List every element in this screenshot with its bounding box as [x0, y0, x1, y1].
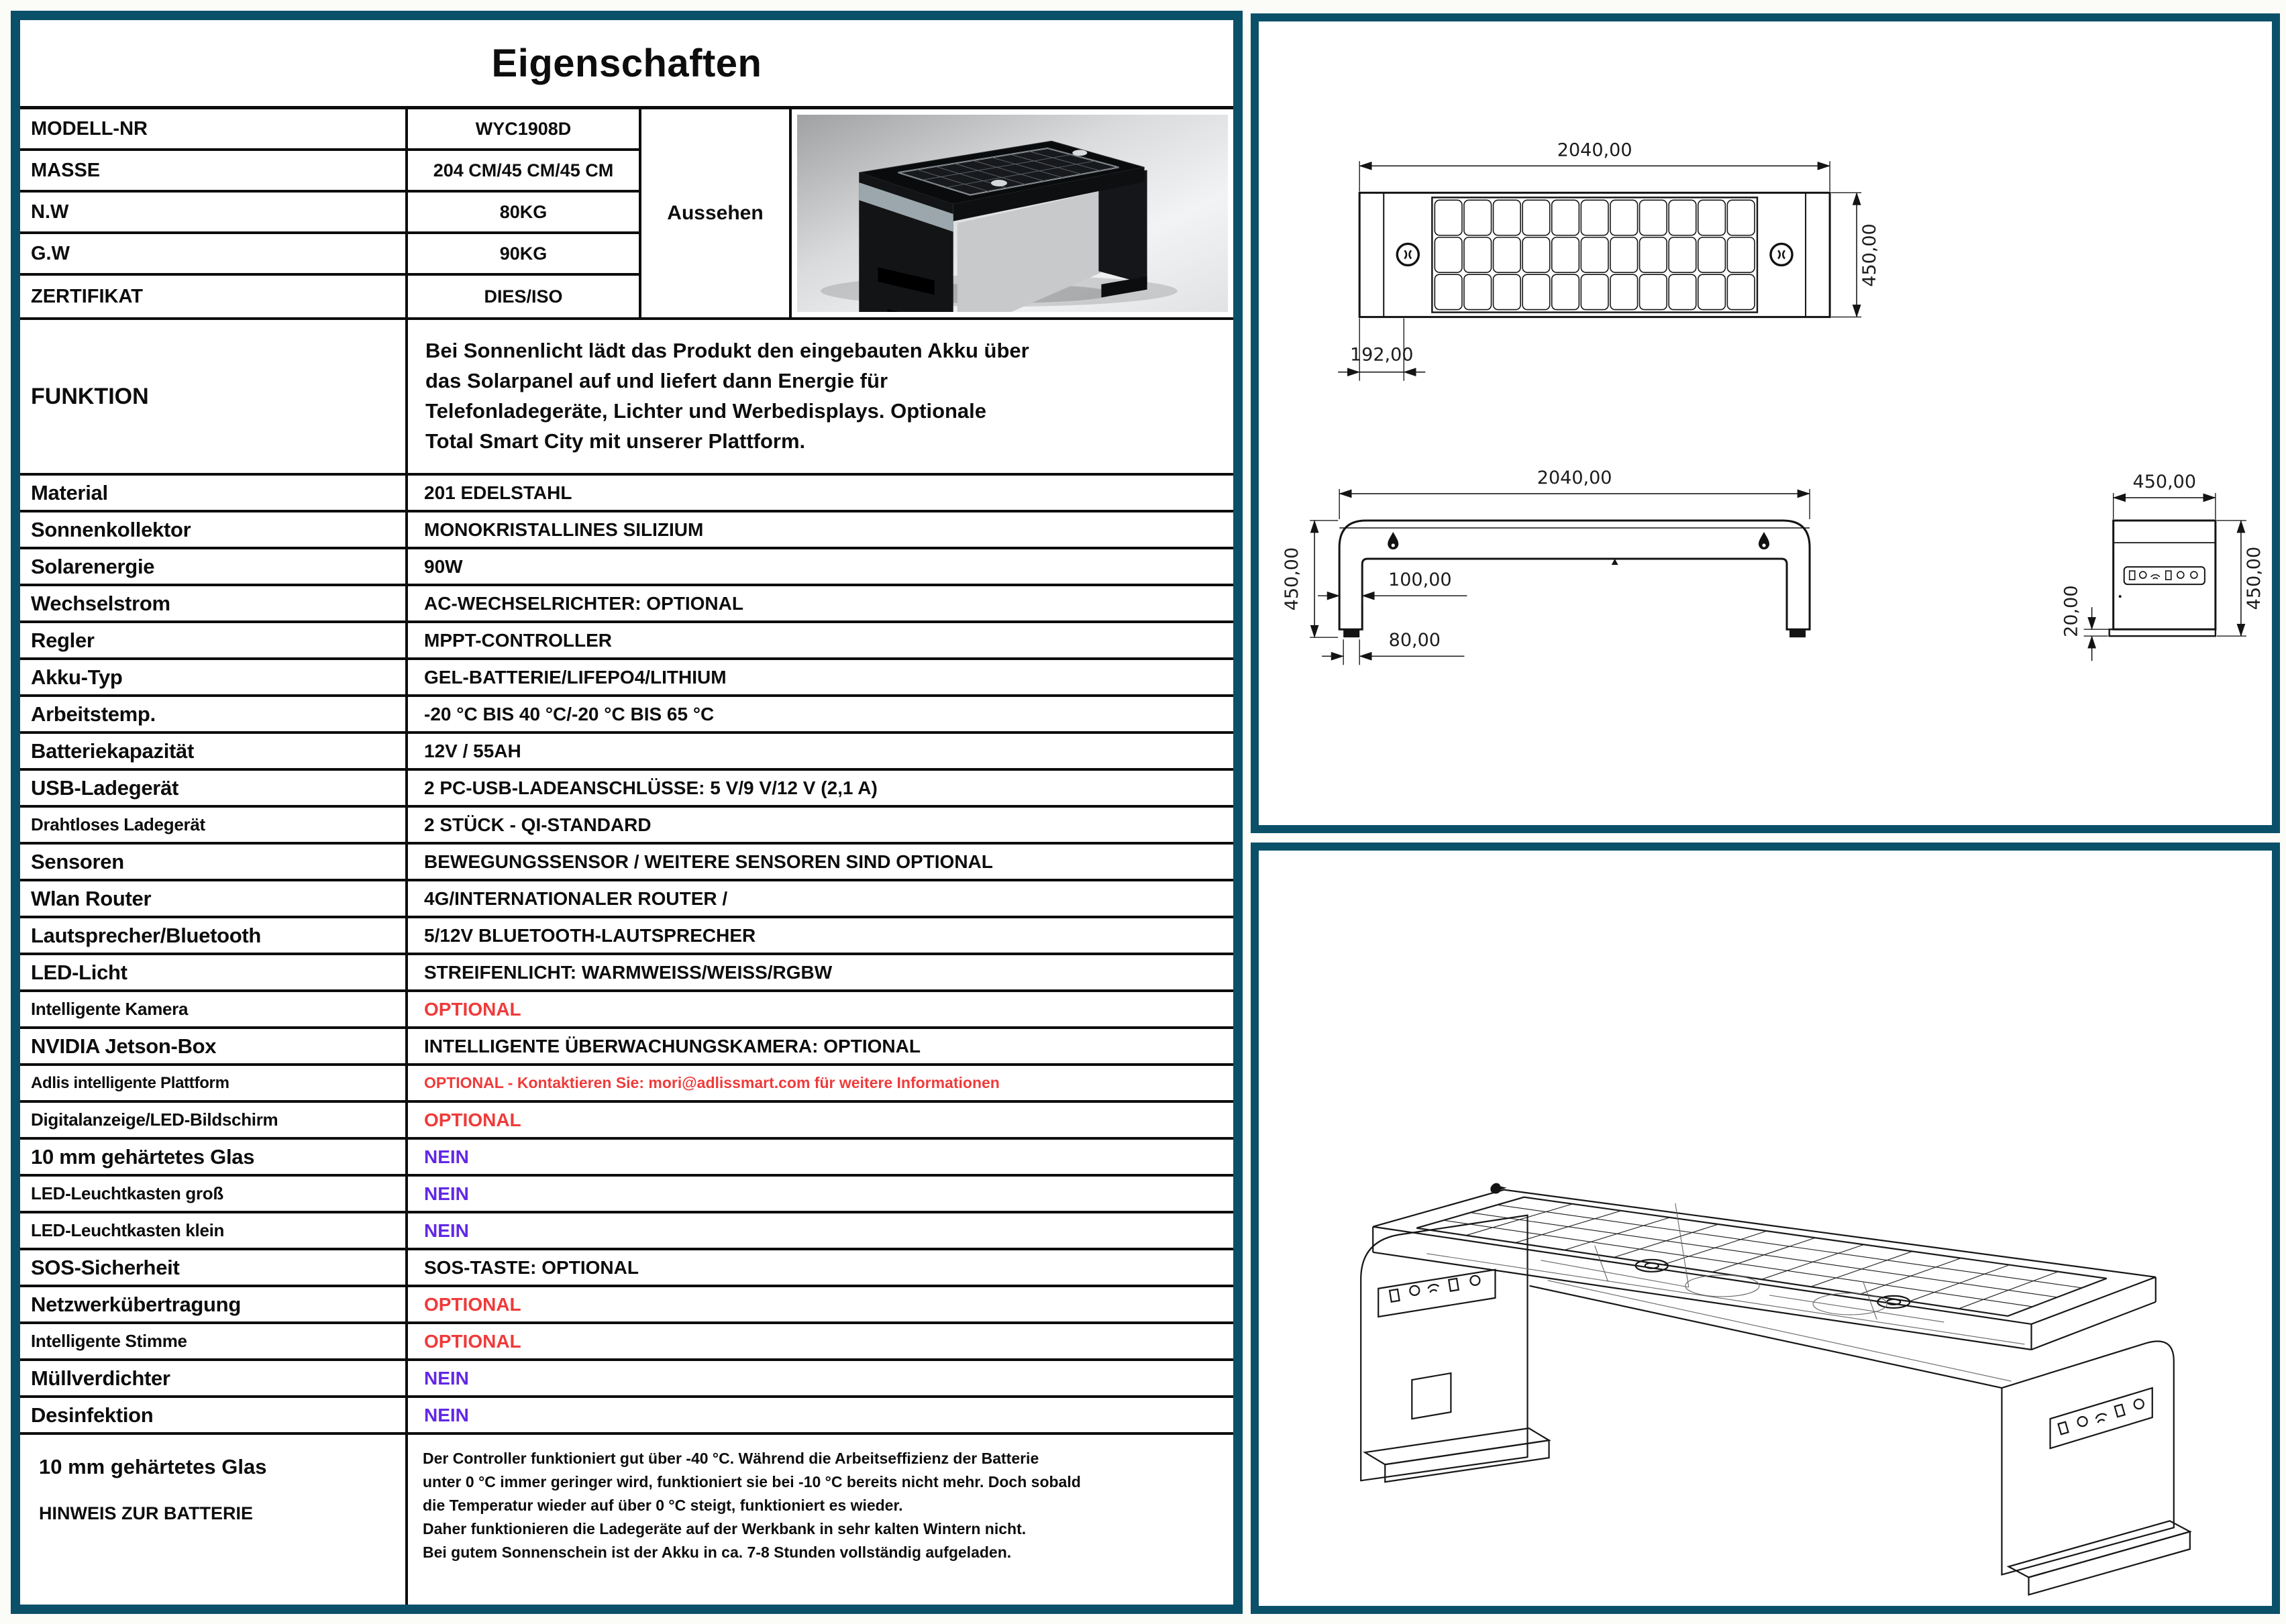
row-value: AC-WECHSELRICHTER: OPTIONAL	[424, 592, 743, 614]
row-label: FUNKTION	[20, 320, 408, 473]
table-row	[20, 1063, 1233, 1100]
table-row	[20, 234, 639, 276]
table-row	[20, 768, 1233, 805]
wireless-pad-icon	[1072, 150, 1087, 156]
bench-foot	[1789, 629, 1806, 637]
product-image-cell	[792, 109, 1233, 317]
row-label: ZERTIFIKAT	[20, 276, 408, 317]
table-row	[20, 842, 1233, 879]
dimension-label: 450,00	[1282, 547, 1303, 611]
top-rows	[20, 109, 639, 317]
dimension-label: 2040,00	[1557, 140, 1632, 161]
row-label: G.W	[20, 234, 408, 273]
row-label: MASSE	[20, 151, 408, 190]
table-row	[20, 1285, 1233, 1321]
row-value: 2 STÜCK - QI-STANDARD	[424, 814, 652, 835]
row-value: 201 EDELSTAHL	[424, 482, 572, 503]
row-label: N.W	[20, 193, 408, 231]
row-value: -20 °C BIS 40 °C/-20 °C BIS 65 °C	[424, 703, 715, 724]
row-value: STREIFENLICHT: WARMWEISS/WEISS/RGBW	[424, 961, 833, 983]
aussehen-label: Aussehen	[667, 202, 764, 224]
dimension-label: 2040,00	[1537, 467, 1612, 488]
dimension-drawings	[1259, 21, 2272, 826]
row-label: Material	[20, 476, 408, 510]
dimension-label: 192,00	[1349, 344, 1414, 366]
funktion-row	[20, 317, 1233, 473]
row-label: Intelligente Kamera	[20, 992, 408, 1026]
table-row	[20, 1211, 1233, 1248]
row-value: SOS-TASTE: OPTIONAL	[424, 1256, 639, 1278]
row-value: GEL-BATTERIE/LIFEPO4/LITHIUM	[424, 666, 727, 688]
row-label: Sensoren	[20, 845, 408, 879]
table-row	[20, 731, 1233, 768]
wireless-pad-icon	[991, 180, 1007, 186]
spec-rows	[20, 473, 1233, 1432]
control-panel	[2050, 1388, 2152, 1448]
bird-silhouette	[1490, 1183, 1506, 1194]
row-label: Drahtloses Ladegerät	[20, 808, 408, 842]
row-value: 12V / 55AH	[424, 740, 521, 761]
table-row	[20, 916, 1233, 953]
top-view-drawing	[1338, 140, 1880, 380]
table-row	[20, 694, 1233, 731]
row-label: Netzwerkübertragung	[20, 1287, 408, 1321]
table-row	[20, 510, 1233, 547]
row-label: USB-Ladegerät	[20, 771, 408, 805]
table-row	[20, 584, 1233, 620]
table-row	[20, 547, 1233, 584]
base-plate	[2008, 1521, 2189, 1577]
table-row	[20, 1026, 1233, 1063]
row-value: BEWEGUNGSSENSOR / WEITERE SENSOREN SIND OPTIONAL	[424, 851, 993, 872]
row-value: WYC1908D	[475, 118, 572, 139]
side-view-drawing	[2061, 472, 2265, 661]
qi-charger-icon	[1771, 243, 1792, 265]
table-row	[20, 1174, 1233, 1211]
row-label: Desinfektion	[20, 1398, 408, 1432]
bench-foot	[1343, 629, 1359, 637]
note-label-secondary: HINWEIS ZUR BATTERIE	[39, 1503, 253, 1523]
control-panel	[1378, 1270, 1495, 1317]
lamp-icon	[1388, 532, 1398, 549]
row-value: 204 CM/45 CM/45 CM	[433, 160, 614, 180]
isometric-drawing-panel	[1251, 843, 2280, 1614]
table-row	[20, 1137, 1233, 1174]
table-row	[20, 1358, 1233, 1395]
wifi-icon	[1428, 1285, 1439, 1293]
row-value: OPTIONAL	[424, 1109, 521, 1130]
table-row	[20, 473, 1233, 510]
table-row	[20, 1321, 1233, 1358]
row-label: Sonnenkollektor	[20, 512, 408, 547]
table-row	[20, 657, 1233, 694]
battery-note-row	[20, 1432, 1233, 1605]
row-value: DIES/ISO	[484, 286, 563, 307]
table-row	[20, 989, 1233, 1026]
row-value: 90KG	[499, 243, 548, 264]
row-value: NEIN	[424, 1404, 469, 1425]
row-value: NEIN	[424, 1183, 469, 1204]
isometric-view-drawing	[1259, 851, 2272, 1607]
note-label-primary: 10 mm gehärtetes Glas	[39, 1455, 267, 1478]
row-label: LED-Leuchtkasten groß	[20, 1177, 408, 1211]
table-row	[20, 109, 639, 151]
row-label: 10 mm gehärtetes Glas	[20, 1140, 408, 1174]
qi-charger-icon	[1397, 243, 1418, 265]
row-label: MODELL-NR	[20, 109, 408, 148]
row-value: 4G/INTERNATIONALER ROUTER /	[424, 887, 728, 909]
row-label: NVIDIA Jetson-Box	[20, 1029, 408, 1063]
row-label: Regler	[20, 623, 408, 657]
dimension-label: 450,00	[1859, 223, 1881, 287]
row-label: LED-Licht	[20, 955, 408, 989]
row-value: OPTIONAL	[424, 998, 521, 1020]
row-label: SOS-Sicherheit	[20, 1250, 408, 1285]
row-label: Wlan Router	[20, 881, 408, 916]
table-row	[20, 1100, 1233, 1137]
note-labels	[20, 1435, 408, 1605]
table-row	[20, 276, 639, 317]
table-row	[20, 193, 639, 234]
row-value: 90W	[424, 555, 463, 577]
table-row	[20, 953, 1233, 989]
table-row	[20, 879, 1233, 916]
base-plate-front	[1385, 1440, 1549, 1482]
aussehen-header-cell	[639, 109, 792, 317]
dimension-label: 450,00	[2132, 471, 2197, 492]
dimension-drawings-panel	[1251, 13, 2280, 833]
row-label: Solarenergie	[20, 549, 408, 584]
table-top-section	[20, 109, 1233, 317]
row-value: 5/12V BLUETOOTH-LAUTSPRECHER	[424, 924, 756, 946]
funktion-text: Bei Sonnenlicht lädt das Produkt den eingebauten Akku über das Solarpanel auf und liefert dann Energie für Telefonladegeräte, Lichter und Werbedisplays. Optionale Total Smart City mit unserer Plattform.	[425, 339, 1029, 453]
row-label: Intelligente Stimme	[20, 1324, 408, 1358]
front-view-drawing	[1282, 468, 1810, 665]
row-value: INTELLIGENTE ÜBERWACHUNGSKAMERA: OPTIONAL	[424, 1035, 921, 1057]
row-label: Batteriekapazität	[20, 734, 408, 768]
row-label: Digitalanzeige/LED-Bildschirm	[20, 1103, 408, 1137]
dimension-label: 20,00	[2061, 585, 2082, 637]
table-row	[20, 151, 639, 193]
row-value: NEIN	[424, 1367, 469, 1389]
row-value: OPTIONAL	[424, 1293, 521, 1315]
solar-cell-grid	[1435, 200, 1755, 309]
wifi-icon	[2096, 1414, 2107, 1423]
lamp-icon	[1759, 532, 1769, 549]
bench-photo-shape	[859, 141, 1147, 312]
base-plate-front	[2029, 1531, 2190, 1594]
row-label: Arbeitstemp.	[20, 697, 408, 731]
row-value: MPPT-CONTROLLER	[424, 629, 612, 651]
properties-table-panel	[11, 11, 1243, 1614]
access-hatch	[1412, 1373, 1451, 1419]
product-photo	[797, 115, 1228, 312]
row-label: Lautsprecher/Bluetooth	[20, 918, 408, 953]
row-value: OPTIONAL - Kontaktieren Sie: mori@adlissmart.com für weitere Informationen	[424, 1074, 1000, 1091]
table-row	[20, 1248, 1233, 1285]
row-value: OPTIONAL	[424, 1330, 521, 1352]
dimension-label: 450,00	[2243, 546, 2265, 610]
table-row	[20, 1395, 1233, 1432]
row-label: Müllverdichter	[20, 1361, 408, 1395]
row-label: Adlis intelligente Plattform	[20, 1066, 408, 1100]
row-label: Wechselstrom	[20, 586, 408, 620]
base-plate	[1365, 1428, 1549, 1464]
row-label: LED-Leuchtkasten klein	[20, 1213, 408, 1248]
right-leg	[2002, 1341, 2173, 1574]
row-value: MONOKRISTALLINES SILIZIUM	[424, 519, 704, 540]
table-row	[20, 620, 1233, 657]
row-value: NEIN	[424, 1146, 469, 1167]
dimension-label: 80,00	[1388, 630, 1441, 651]
battery-note-text: Der Controller funktioniert gut über -40 °C. Während die Arbeitseffizienz der Batterie unter 0 °C immer geringer wird, funktioniert sie bei -10 °C bereits nicht mehr. Doch sobald die Temperatur wieder auf über 0 °C steigt, funktioniert es wieder. Daher funktionieren die Ladegeräte auf der Werkbank in sehr kalten Wintern nicht. Bei gutem Sonnenschein ist der Akku in ca. 7-8 Stunden vollständig aufgeladen.	[423, 1450, 1081, 1561]
row-value: 2 PC-USB-LADEANSCHLÜSSE: 5 V/9 V/12 V (2,1 A)	[424, 777, 878, 798]
page-title: Eigenschaften	[20, 20, 1233, 109]
row-value: NEIN	[424, 1220, 469, 1241]
table-row	[20, 805, 1233, 842]
row-label: Akku-Typ	[20, 660, 408, 694]
dimension-label: 100,00	[1388, 570, 1452, 591]
row-value: 80KG	[499, 201, 548, 222]
